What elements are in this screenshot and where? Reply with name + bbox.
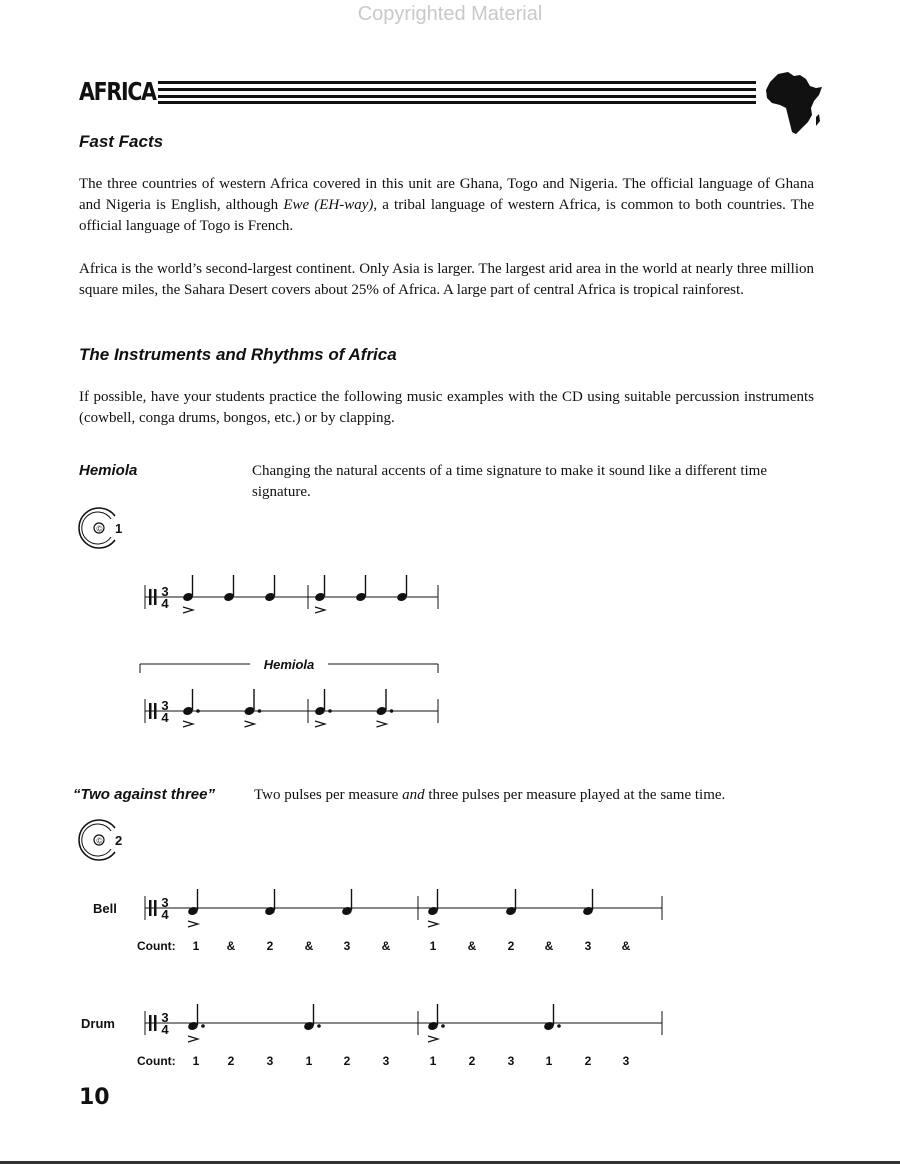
accent-mark [315, 721, 325, 727]
staff-drum-clef-bar [154, 1015, 157, 1031]
staff-hemiola-1-time-top: 3 [161, 584, 169, 599]
accent-mark [188, 1036, 198, 1042]
staff-bell-time-bottom: 4 [161, 907, 169, 922]
drum-count: 2 [584, 1054, 592, 1068]
bell-count: & [621, 939, 631, 953]
cd-track-number: 1 [115, 521, 123, 536]
hemiola-definition: Changing the natural accents of a time signature to make it sound like a different time signature. [252, 463, 767, 500]
bell-count: & [304, 939, 314, 953]
fast-facts-paragraph-1: The three countries of western Africa covered in this unit are Ghana, Togo and Nigeria. The official language of Ghana and Nigeria is English, although Ewe (EH-way), a tribal language of western Africa, is common to both countries. The official language of Togo is French. [79, 176, 815, 234]
staff-hemiola-1-time-bottom: 4 [161, 596, 169, 611]
accent-mark [428, 1036, 438, 1042]
page-number: 10 [79, 1085, 110, 1110]
hemiola-term: Hemiola [79, 462, 138, 479]
bell-count: & [381, 939, 391, 953]
bell-count: 2 [507, 939, 515, 953]
bell-label: Bell [93, 901, 117, 916]
bell-count: & [226, 939, 236, 953]
staff-hemiola-1-clef-bar [149, 589, 152, 605]
augmentation-dot [557, 1024, 561, 1028]
cd-track-number: 2 [115, 833, 123, 848]
bell-count: 1 [429, 939, 437, 953]
drum-count: 3 [507, 1054, 515, 1068]
hemiola-bracket-label: Hemiola [263, 657, 315, 672]
augmentation-dot [196, 709, 200, 713]
staff-hemiola-2-clef-bar [149, 703, 152, 719]
staff-drum-clef-bar [149, 1015, 152, 1031]
accent-mark [377, 721, 387, 727]
staff-drum-time-top: 3 [161, 1010, 169, 1025]
accent-mark [183, 607, 193, 613]
bell-count: 1 [192, 939, 200, 953]
staff-hemiola-2-time-bottom: 4 [161, 710, 169, 725]
two-against-three-term: “Two against three” [73, 786, 215, 803]
drum-count: 2 [468, 1054, 476, 1068]
accent-mark [188, 921, 198, 927]
accent-mark [428, 921, 438, 927]
drum-count: 3 [622, 1054, 630, 1068]
instruments-heading: The Instruments and Rhythms of Africa [79, 345, 397, 364]
fast-facts-paragraph-2: Africa is the world’s second-largest continent. Only Asia is larger. The largest arid area in the world at nearly three million square miles, the Sahara Desert covers about 25% of Africa. A large part of central Africa is tropical rainforest. [79, 261, 814, 298]
bell-count: 2 [266, 939, 274, 953]
accent-mark [183, 721, 193, 727]
staff-bell-time-top: 3 [161, 895, 169, 910]
drum-count: 1 [545, 1054, 553, 1068]
bell-count: & [544, 939, 554, 953]
fast-facts-heading: Fast Facts [79, 132, 164, 151]
drum-count: 3 [266, 1054, 274, 1068]
instruments-paragraph: If possible, have your students practice the following music examples with the CD using suitable percussion instruments (cowbell, conga drums, bongos, etc.) or by clapping. [79, 389, 814, 426]
drum-count: 2 [343, 1054, 351, 1068]
drum-count-prefix: Count: [137, 1054, 176, 1068]
bell-count: & [467, 939, 477, 953]
staff-hemiola-2-time-top: 3 [161, 698, 169, 713]
page-title: AFRICA [79, 77, 156, 106]
staff-hemiola-1-clef-bar [154, 589, 157, 605]
svg-text:©: © [96, 836, 103, 846]
augmentation-dot [390, 709, 394, 713]
drum-count: 1 [305, 1054, 313, 1068]
drum-count: 1 [429, 1054, 437, 1068]
two-against-three-definition: Two pulses per measure and three pulses per measure played at the same time. [254, 787, 726, 803]
drum-count: 2 [227, 1054, 235, 1068]
augmentation-dot [317, 1024, 321, 1028]
drum-label: Drum [81, 1016, 115, 1031]
accent-mark [245, 721, 255, 727]
staff-bell-clef-bar [154, 900, 157, 916]
augmentation-dot [441, 1024, 445, 1028]
copyright-watermark: Copyrighted Material [357, 3, 543, 25]
svg-text:©: © [96, 524, 103, 534]
staff-hemiola-2-clef-bar [154, 703, 157, 719]
accent-mark [315, 607, 325, 613]
augmentation-dot [258, 709, 262, 713]
drum-count: 1 [192, 1054, 200, 1068]
staff-bell-clef-bar [149, 900, 152, 916]
bell-count: 3 [584, 939, 592, 953]
augmentation-dot [328, 709, 332, 713]
augmentation-dot [201, 1024, 205, 1028]
bell-count: 3 [343, 939, 351, 953]
staff-drum-time-bottom: 4 [161, 1022, 169, 1037]
drum-count: 3 [382, 1054, 390, 1068]
bell-count-prefix: Count: [137, 939, 176, 953]
